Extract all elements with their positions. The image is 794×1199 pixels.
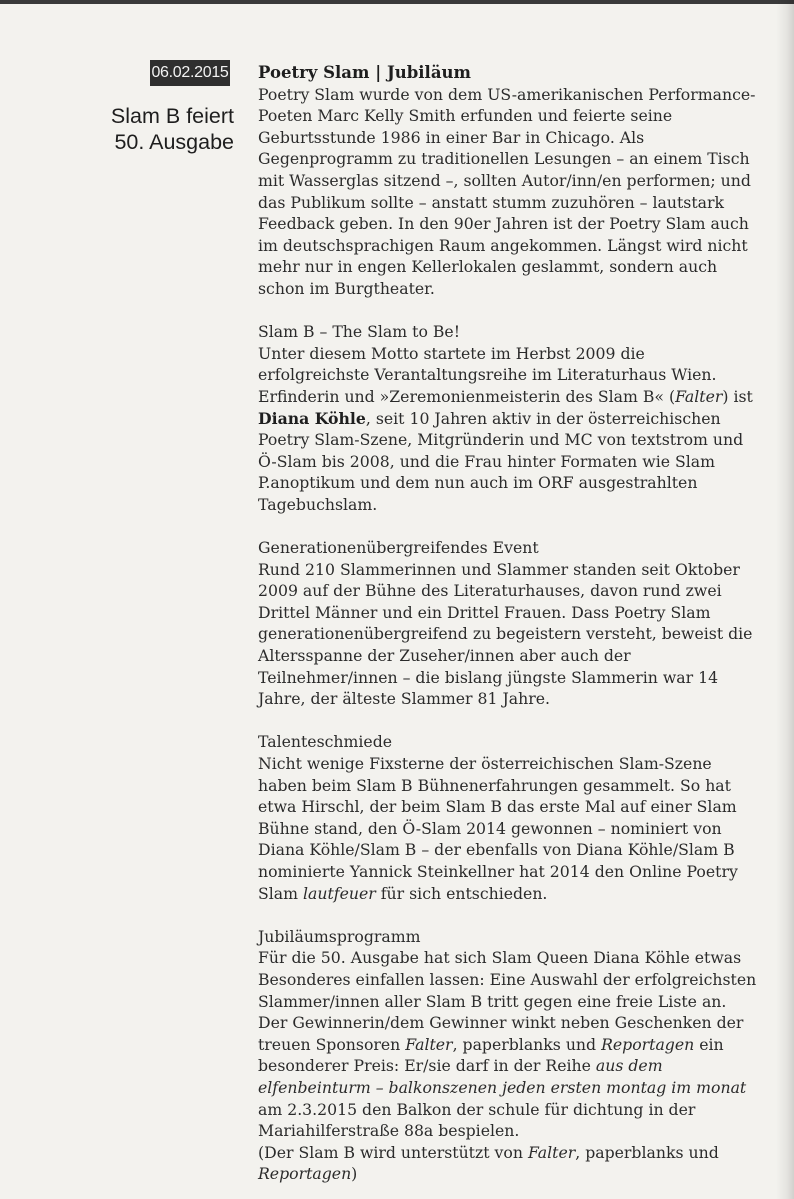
section-slam-b (258, 321, 758, 515)
intro-paragraph: Poetry Slam wurde von dem US-amerikanischen Performance-Poeten Marc Kelly Smith erfunden und feierte seine Geburtsstunde 1986 in einer Bar in Chicago. Als Gegenprogramm zu traditionellen Lesungen – an einem Tisch mit Wasserglas sitzend –, sollten Autor/inn/en performen; und das Publikum sollte – anstatt stumm zuzuhören – lautstark Feedback geben. In den 90er Jahren ist der Poetry Slam auch im deutschsprachigen Raum angekommen. Längst wird nicht mehr nur in engen Kellerlokalen geslammt, sondern auch schon im Burgtheater. (258, 84, 756, 298)
side-title (60, 103, 234, 155)
side-title-line-2: 50. Ausgabe (114, 130, 234, 154)
talent-paragraph: Nicht wenige Fixsterne der österreichischen Slam-Szene haben beim Slam B Bühnenerfahrungen gesammelt. So hat etwa Hirschl, der beim Slam B das erste Mal auf einer Slam Bühne stand, den Ö-Slam 2014 gewonnen – nominiert von Diana Köhle/Slam B – der ebenfalls von Diana Köhle/Slam B nominierte Yannick Steinkellner hat 2014 den Online Poetry Slam lautfeuer für sich entschieden. (258, 754, 738, 903)
sponsor-note: (Der Slam B wird unterstützt von Falter, paperblanks und Reportagen) (258, 1142, 719, 1184)
falter-reference: Falter (527, 1142, 576, 1162)
falter-reference: Falter (675, 386, 723, 406)
date-badge: 06.02.2015 (150, 60, 230, 86)
section-title-event: Generationenübergreifendes Event (258, 538, 539, 558)
scan-edge-top (0, 0, 794, 4)
section-talent (258, 731, 758, 904)
diana-koehle-name: Diana Köhle (258, 408, 366, 428)
event-paragraph: Rund 210 Slammerinnen und Slammer standen seit Oktober 2009 auf der Bühne des Literaturhauses, davon rund zwei Drittel Männer und ein Drittel Frauen. Dass Poetry Slam generationenübergreifend zu begeistern versteht, beweist die Altersspanne der Zuseher/innen aber auch der Teilnehmer/innen – die bislang jüngste Slammerin war 14 Jahre, der älteste Slammer 81 Jahre. (258, 559, 753, 709)
slam-b-paragraph: Unter diesem Motto startete im Herbst 2009 die erfolgreichste Verantaltungsreihe im Literaturhaus Wien. Erfinderin und »Zeremonienmeisterin des Slam B« (Falter) ist Diana Köhle, seit 10 Jahren aktiv in der österreichischen Poetry Slam-Szene, Mitgründerin und MC von textstrom und Ö-Slam bis 2008, und die Frau hinter Formaten wie Slam P.anoptikum und dem nun auch im ORF ausgestrahlten Tagebuchslam. (258, 343, 753, 514)
lautfeuer-reference: lautfeuer (302, 883, 376, 903)
reportagen-reference: Reportagen (258, 1164, 352, 1184)
section-title-program: Jubiläumsprogramm (258, 926, 421, 946)
section-title-slam-b: Slam B – The Slam to Be! (258, 322, 460, 342)
section-program (258, 926, 758, 1185)
reportagen-reference: Reportagen (601, 1034, 695, 1054)
scan-edge-right (776, 0, 794, 1199)
section-title-talent: Talenteschmiede (258, 732, 393, 752)
program-paragraph: Für die 50. Ausgabe hat sich Slam Queen Diana Köhle etwas Besonderes einfallen lassen: Eine Auswahl der erfolgreichsten Slammer/innen aller Slam B tritt gegen eine freie Liste an. Der Gewinnerin/dem Gewinner winkt neben Geschenken der treuen Sponsoren Falter, paperblanks und Reportagen ein besonderer Preis: Er/sie darf in der Reihe aus dem elfenbeinturm – balkonszenen jeden ersten montag im monat am 2.3.2015 den Balkon der schule für dichtung in der Mariahilferstraße 88a bespielen. (258, 948, 757, 1141)
side-title-line-1: Slam B feiert (110, 104, 234, 128)
article-body (258, 62, 758, 1185)
section-event (258, 537, 758, 710)
series-title: aus dem elfenbeinturm – balkonszenen jeden ersten montag im monat (258, 1056, 747, 1097)
falter-reference: Falter (405, 1034, 453, 1054)
article-heading: Poetry Slam | Jubiläum (258, 63, 471, 82)
